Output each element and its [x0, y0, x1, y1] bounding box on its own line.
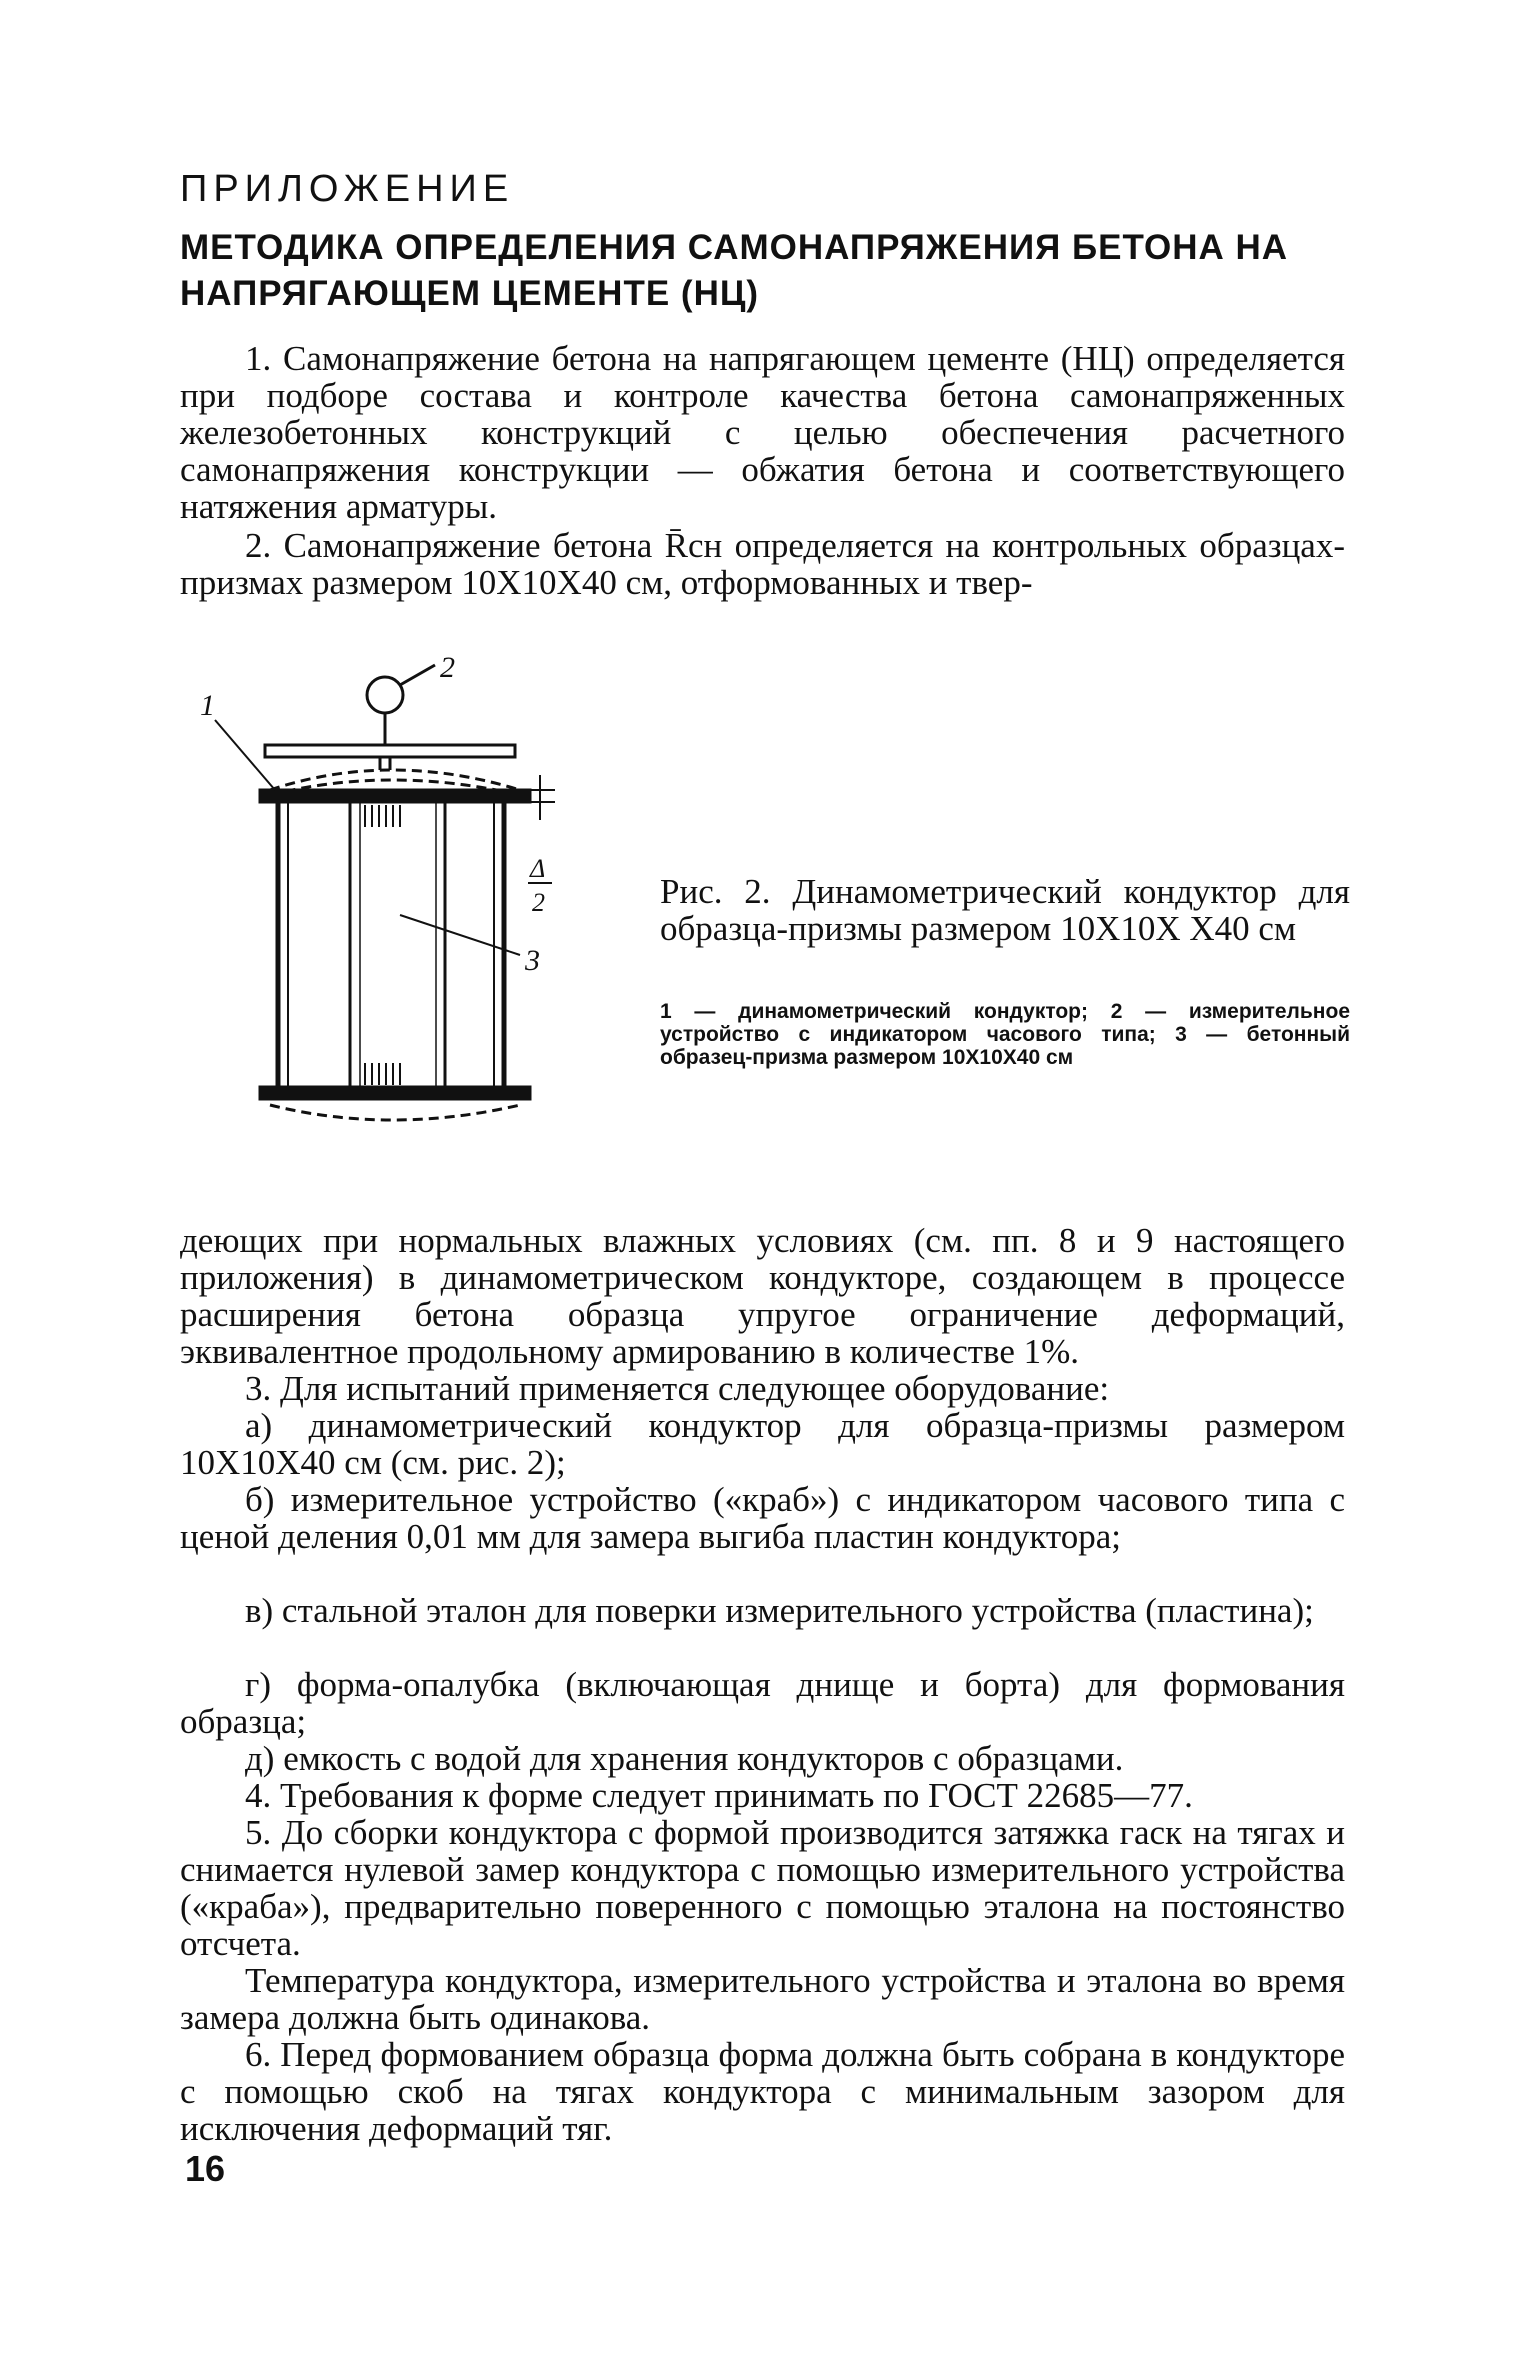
paragraph-6: 6. Перед формованием образца форма должна быть собрана в кондукторе с помощью скоб на тягах кондуктора с минимальным зазором для исключения деформаций тяг.: [180, 2035, 1345, 2148]
label-1: 1: [200, 689, 215, 722]
paragraph-5: 5. До сборки кондуктора с формой производится затяжка гаск на тягах и снимается нулевой замер кондуктора с помощью измерительного устройства («краба»), предварительно поверенного с помощью эталона на постоянство отсчета.: [180, 1813, 1345, 1963]
appendix-heading: ПРИЛОЖЕНИЕ: [180, 168, 515, 210]
paragraph-4: 4. Требования к форме следует принимать по ГОСТ 22685—77.: [245, 1776, 1193, 1815]
concrete-specimen: [350, 802, 445, 1087]
document-title: МЕТОДИКА ОПРЕДЕЛЕНИЯ САМОНАПРЯЖЕНИЯ БЕТОНА НА НАПРЯГАЮЩЕМ ЦЕМЕНТЕ (НЦ): [180, 228, 1289, 313]
paragraph-3b: б) измерительное устройство («краб») с индикатором часового типа с ценой деления 0,01 мм для замера выгиба пластин кондуктора;: [180, 1480, 1345, 1556]
bottom-plate: [260, 1087, 530, 1099]
paragraph-2: 2. Самонапряжение бетона R̄сн определяется на контрольных образцах-призмах размером 10X10X40 см, отформованных и твер-: [180, 526, 1345, 602]
label-half: 2: [532, 888, 545, 917]
top-plate: [260, 790, 530, 802]
paragraph-3a: а) динамометрический кондуктор для образца-призмы размером 10X10X40 см (см. рис. 2);: [180, 1406, 1345, 1482]
paragraph-3e: д) емкость с водой для хранения кондукторов с образцами.: [245, 1739, 1124, 1778]
label-delta: Δ: [530, 854, 546, 883]
label-3: 3: [525, 944, 540, 977]
label-2: 2: [440, 655, 455, 684]
paragraph-3: 3. Для испытаний применяется следующее оборудование:: [245, 1369, 1110, 1408]
paragraph-1: 1. Самонапряжение бетона на напрягающем цементе (НЦ) определяется при подборе состава и контроле качества бетона самонапряженных железобетонных конструкций с целью обеспечения расчетного самонапряжения конструкции — обжатия бетона и соответствующего натяжения арматуры.: [180, 339, 1345, 526]
jig-diagram: [200, 655, 560, 1145]
paragraph-3d: г) форма-опалубка (включающая днище и борта) для формования образца;: [180, 1665, 1345, 1741]
paragraph-3c: в) стальной эталон для поверки измерительного устройства (пластина);: [245, 1591, 1314, 1630]
gauge-dial-icon: [367, 677, 403, 713]
paragraph-2-continued: деющих при нормальных влажных условиях (см. пп. 8 и 9 настоящего приложения) в динамометрическом кондукторе, создающем в процессе расширения бетона образца упругое ограничение деформаций, эквивалентное продольному армированию в количестве 1%.: [180, 1221, 1345, 1371]
figure-legend: 1 — динамометрический кондуктор; 2 — измерительное устройство с индикатором часового типа; 3 — бетонный образец-призма размером 10X10X40 см: [660, 1000, 1350, 1069]
page-number: 16: [185, 2148, 226, 2189]
top-crossbar: [265, 745, 515, 757]
figure-caption: Рис. 2. Динамометрический кондуктор для образца-призмы размером 10X10X X40 см: [660, 872, 1350, 948]
paragraph-5b: Температура кондуктора, измерительного устройства и эталона во время замера должна быть одинакова.: [180, 1961, 1345, 2037]
